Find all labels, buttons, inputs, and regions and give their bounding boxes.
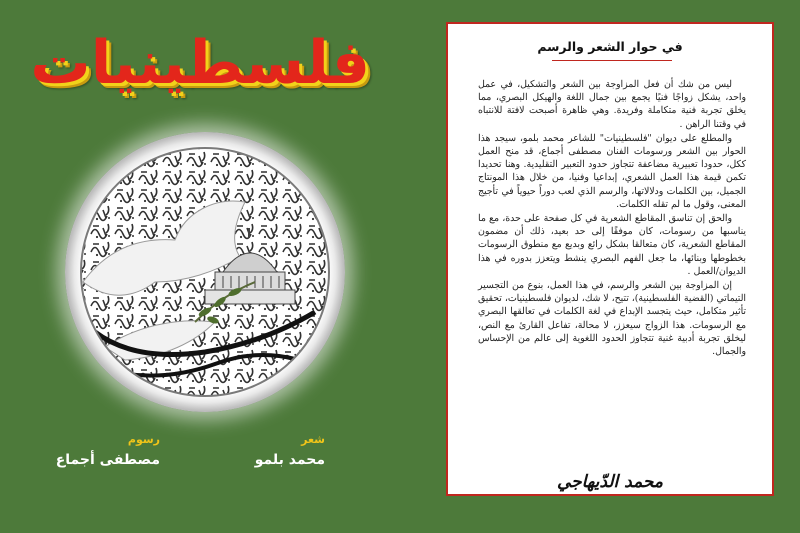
back-cover-heading: في حوار الشعر والرسم	[537, 39, 683, 54]
back-cover	[446, 22, 774, 496]
poet-credit	[245, 433, 325, 468]
artist-role-label: رسوم	[127, 433, 160, 446]
paragraph: إن المزاوجة بين الشعر والرسم، في هذا العمل، بنوع من التجسير التيماتي (القضية الفلسطينية)، تتيح، لا شك، لديوان فلسطينيات، تحقيق تأثير متكامل، حيث يتجسد الإبداع في لغة الكلمات في تعالقها البصري مع الرسومات. هذا الزواج سيعزز، لا محالة، تفاعل القارئ مع النص، ليخلق تجربة أدبية غنية تتجاوز الحدود اللغوية إلى عالم من الإحساس والجمال.	[478, 280, 746, 358]
artist-credit	[50, 433, 160, 468]
poet-role-label: شعر	[301, 433, 325, 446]
paragraph: والمطلع على ديوان "فلسطينيات" للشاعر محمد بلمو، سيجد هذا الحوار بين الشعر ورسومات الفنان مصطفى أجماع، قد منح العمل ككل، حدودا تعبيرية مضاعفة تتجاوز حدود التعبير التقليدية. وهنا تحديدا تكمن قيمة هذا العمل الشعري، إبداعيا وفنيا، من خلال هذا المونتاج الجميل، بين الكلمات ودلالاتها، والرسم الذي لعب دوراً حيوياً في تأجيج المعنى، وقول ما لم تقله الكلمات.	[478, 132, 746, 210]
calligraphy-medallion	[65, 132, 345, 412]
paragraph: ليس من شك أن فعل المزاوجة بين الشعر والتشكيل، في عمل واحد، يشكل زواجًا فنيًا يجمع بين جمال اللغة والهيكل البصري، مما يخلق تجربة فنية متكاملة وفريدة. وهي ظاهرة أصبحت لافتة للانتباه في وقتنا الراهن .	[478, 79, 746, 130]
cover-artwork	[65, 132, 345, 412]
author-signature: محمد الدّيهاجي	[556, 472, 663, 492]
book-title: فلسطينيات	[30, 28, 370, 98]
paragraph: والحق إن تناسق المقاطع الشعرية في كل صفحة على حدة، مع ما يناسبها من رسومات، كان موفقًا إلى حد بعيد، ذلك أن مضمون المقاطع الشعرية، كان متعالقا بشكل رائع وبديع مع منطوق الرسومات بخطوطها وبنائها، ما جعل الفهم البصري ينشط ويتعزز بدوره في هذا الديوان/العمل .	[478, 213, 746, 277]
artist-name: مصطفى أجماع	[55, 452, 160, 468]
back-cover-text	[478, 78, 746, 359]
heading-divider	[552, 60, 672, 61]
poet-name: محمد بلمو	[254, 452, 325, 468]
